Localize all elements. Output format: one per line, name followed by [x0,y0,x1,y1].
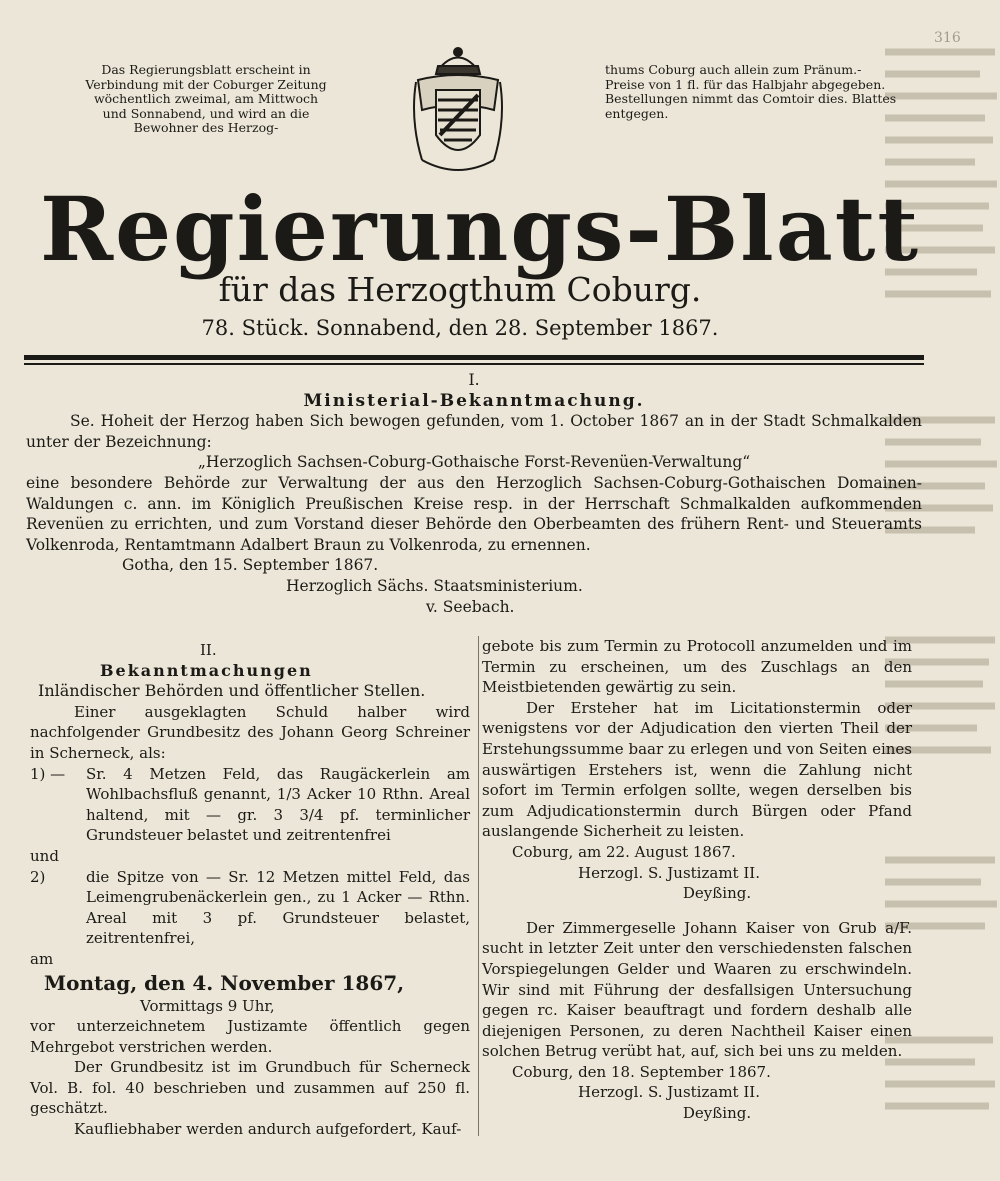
conjunction: und [30,846,59,865]
page-number-right: 316 [934,30,961,46]
property-item-2 [30,867,470,949]
header-right-notice: thums Coburg auch allein zum Pränum.-Preise von 1 fl. für das Halbjahr abgegeben. Bestellungen nimmt das Comtoir dies. Blattes entgegen. [605,62,897,121]
place-date: Gotha, den 15. September 1867. [122,556,379,575]
item-text: Sr. 4 Metzen Feld, das Raugäckerlein am Wohlbachsfluß genannt, 1/3 Acker 10 Rthn. Areal haltend, mit — gr. 3 3/4 pf. terminlicher Grundsteuer belastet und zeitrentenfrei [86,764,470,845]
section-heading: Bekanntmachungen [100,660,313,680]
body-paragraph: eine besondere Behörde zur Verwaltung der aus den Herzoglich Sachsen-Coburg-Gothaischen Domainen-Waldungen c. ann. im Königlich Preußischen Kreise resp. in der Herrschaft Schmalkalden aufkommenden Revenüen zu errichten, und zum Vorstand dieser Behörde den Oberbeamten des frühern Rent- und Steueramts Volkenroda, Rentamtmann Adalbert Braun zu Volkenroda, zu ernennen. [26,473,922,554]
auction-time: Vormittags 9 Uhr, [140,996,275,1015]
section-numeral: II. [200,641,217,659]
body-paragraph: Se. Hoheit der Herzog haben Sich bewogen gefunden, vom 1. October 1867 an in der Stadt Schmalkalden unter der Bezeichnung: [26,412,922,451]
body-paragraph: Der Ersteher hat im Licitationstermin oder wenigstens vor der Adjudication den vierten Theil der Erstehungssumme baar zu erlegen und von Seiten eines auswärtigen Erstehers ist, wenn die Zahlung nicht sofort im Termin erfolgen sollte, wegen derselben bis zum Adjudicationstermin durch Bürgen oder Pfand auslangende Sicherheit zu leisten. [482,698,912,841]
column-divider [478,636,479,1136]
section-heading: Ministerial-Bekanntmachung. [303,390,645,411]
masthead-rule-thin [24,363,924,365]
section-announcements-right [482,636,912,1124]
signature: v. Seebach. [426,597,515,616]
signature: Deyßing. [682,884,752,903]
masthead-title: Regierungs-Blatt [39,177,921,281]
buyers-text: Kaufliebhaber werden andurch aufgefordert, Kauf- [74,1120,462,1139]
warning-notice: Der Zimmergeselle Johann Kaiser von Grub a/F. sucht in letzter Zeit unter den verschiedensten falschen Vorspiegelungen Gelder und Waaren zu erschwindeln. Wir sind mit Führung der desfallsigen Untersuchung gegen rc. Kaiser beauftragt und fordern deshalb alle diejenigen Personen, zu deren Nachtheil Kaiser einen solchen Betrug verübt hat, auf, sich bei uns zu melden. [482,918,912,1061]
section-announcements-left [30,640,470,1140]
issuing-authority: Herzogl. S. Justizamt II. [578,863,760,882]
item-number: 1) — [30,764,66,783]
issuing-authority: Herzoglich Sächs. Staatsministerium. [286,576,583,595]
auction-date: Montag, den 4. November 1867, [44,970,405,995]
issuing-authority: Herzogl. S. Justizamt II. [578,1083,760,1102]
item-text: die Spitze von — Sr. 12 Metzen mittel Feld, das Leimengrubenäckerlein gen., zu 1 Acker — Rthn. Areal mit 3 pf. Grundsteuer belastet, zeitrentenfrei, [86,867,470,948]
section-subheading: Inländischer Behörden und öffentlicher Stellen. [38,681,426,701]
item-number: 2) [30,867,46,886]
quoted-authority-name: „Herzoglich Sachsen-Coburg-Gothaische Forst-Revenüen-Verwaltung“ [197,453,751,472]
issue-line: 78. Stück. Sonnabend, den 28. September 1867. [201,316,719,340]
masthead-rule-thick [24,355,924,360]
body-paragraph: gebote bis zum Termin zu Protocoll anzumelden und im Termin zu erscheinen, um des Zuschlags an den Meistbietenden gewärtig zu sein. [482,637,912,697]
coat-of-arms-icon [408,40,508,180]
auction-text: vor unterzeichnetem Justizamte öffentlich gegen Mehrgebot verstrichen werden. [30,1017,470,1056]
place-date: Coburg, den 18. September 1867. [512,1062,771,1081]
masthead-subtitle: für das Herzogthum Coburg. [218,270,702,309]
section-numeral: I. [468,371,480,389]
auction-intro: Einer ausgeklagten Schuld halber wird nachfolgender Grundbesitz des Johann Georg Schreiner in Scherneck, als: [30,702,470,762]
place-date: Coburg, am 22. August 1867. [512,842,736,861]
signature: Deyßing. [682,1104,752,1123]
conjunction: am [30,949,54,968]
property-item-1 [30,764,470,846]
header-left-notice: Das Regierungsblatt erscheint in Verbindung mit der Coburger Zeitung wöchentlich zweimal, am Mittwoch und Sonnabend, und wird an die Bewohner des Herzog- [85,62,327,136]
section-ministerial [26,370,922,617]
ledger-text: Der Grundbesitz ist im Grundbuch für Scherneck Vol. B. fol. 40 beschrieben und zusammen auf 250 fl. geschätzt. [30,1058,470,1118]
